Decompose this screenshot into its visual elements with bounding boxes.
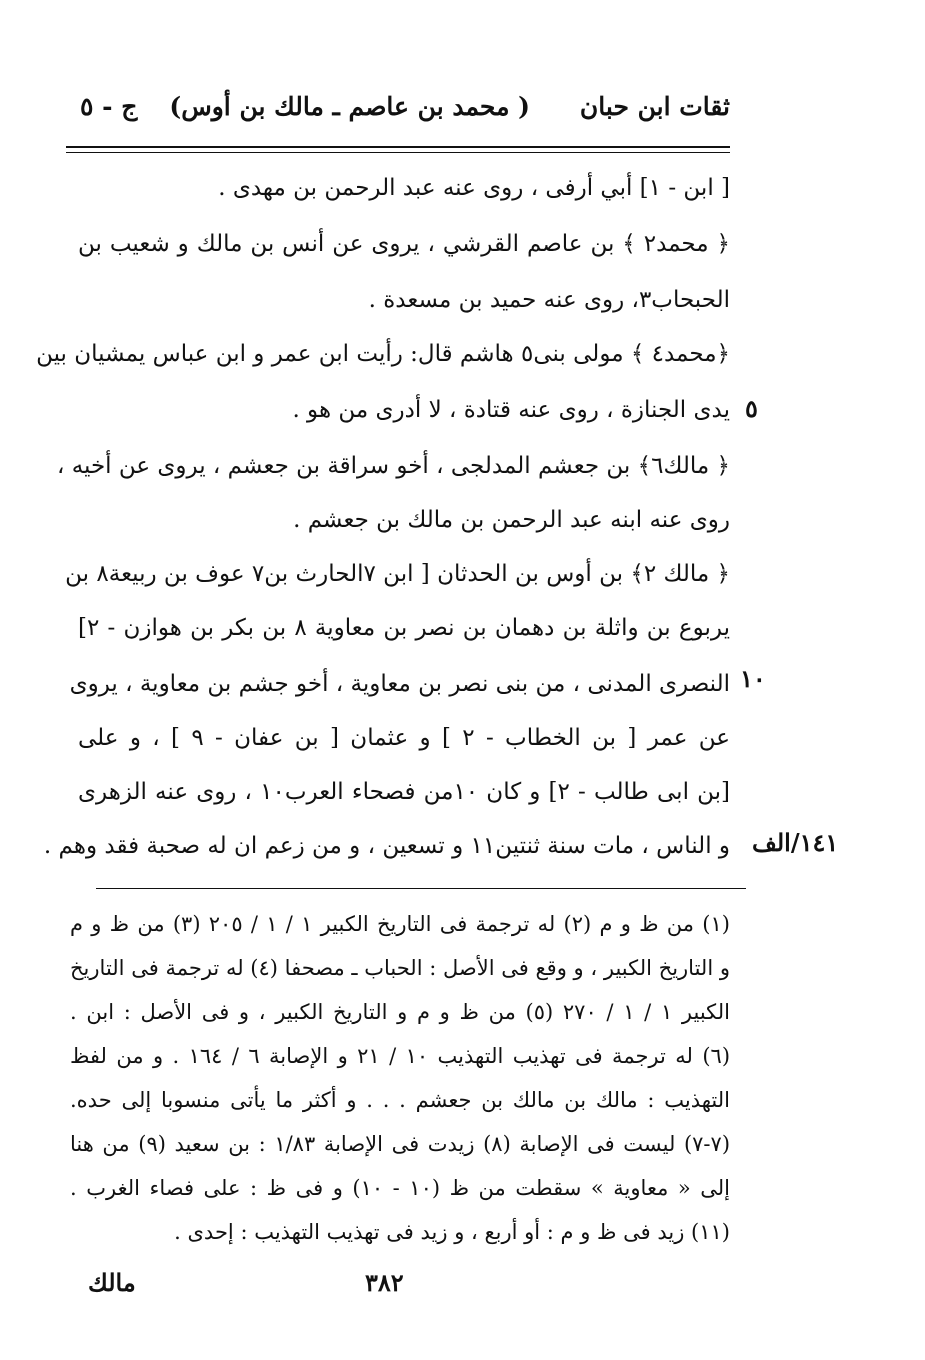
text-line: ﴿ مالك٦﴾ بن جعشم المدلجى ، أخو سراقة بن جعشم ، يروى عن أخيه ، xyxy=(56,453,730,479)
running-header xyxy=(70,92,730,142)
footnote-line: و التاريخ الكبير ، و وقع فى الأصل : الحباب ـ مصحفا (٤) له ترجمة فى التاريخ xyxy=(70,956,730,980)
line-number-5: ٥ xyxy=(745,394,758,423)
book-title: ثقات ابن حبان xyxy=(579,92,730,121)
footnote-line: (٦) له ترجمة فى تهذيب التهذيب ١٠ / ٢١ و الإصابة ٦ / ١٦٤ . و من لفظ xyxy=(70,1044,731,1068)
text-line: يدى الجنازة ، روى عنه قتادة ، لا أدرى من هو . xyxy=(292,397,730,423)
section-title: ( محمد بن عاصم ـ مالك بن أوس) xyxy=(169,92,530,121)
footnote-line: (١١) زيد فى ظ و م : أو أربع ، و زيد فى تهذيب التهذيب : إحدى . xyxy=(174,1220,730,1244)
catchword: مالك xyxy=(88,1268,136,1297)
footnote-line: (١) من ظ و م (٢) له ترجمة فى التاريخ الكبير ١ / ١ / ٢٠٥ (٣) من ظ و م xyxy=(70,912,730,936)
footnote-rule xyxy=(96,888,746,889)
text-line: [بن ابى طالب - ٢] و كان ١٠من فصحاء العرب١٠ ، روى عنه الزهرى xyxy=(78,779,730,805)
footnote-line: التهذيب : مالك بن مالك بن جعشم . . . و أكثر ما يأتى منسوبا إلى حده. xyxy=(70,1088,730,1112)
text-line: النصرى المدنى ، من بنى نصر بن معاوية ، أخو جشم بن معاوية ، يروى xyxy=(69,671,730,697)
header-rule-thin xyxy=(66,152,730,153)
text-line: عن عمر [ بن الخطاب - ٢ ] و عثمان [ بن عفان - ٩ ] ، و على xyxy=(78,725,730,751)
folio-marker: ١٤١/الف xyxy=(752,828,839,857)
footnote-line: الكبير ١ / ١ / ٢٧٠ (٥) من ظ و م و التاريخ الكبير ، و فى الأصل : ابن . xyxy=(70,1000,730,1024)
text-line: الحبحاب٣، روى عنه حميد بن مسعدة . xyxy=(368,287,730,313)
text-line: ﴿ محمد٢ ﴾ بن عاصم القرشي ، يروى عن أنس بن مالك و شعيب بن xyxy=(78,231,731,257)
text-line: ﴿ مالك ٢﴾ بن أوس بن الحدثان [ ابن ٧الحارث بن٧ عوف بن ربيعة٨ بن xyxy=(65,561,730,587)
text-line: يربوع بن واثلة بن دهمان بن نصر بن معاوية ٨ بن بكر بن هوازن - ٢] xyxy=(78,615,730,641)
header-rule-thick xyxy=(66,146,730,148)
volume-number: ج - ٥ xyxy=(80,92,138,121)
text-line: ﴿محمد٤ ﴾ مولى بنى٥ هاشم قال: رأيت ابن عمر و ابن عباس يمشيان بين xyxy=(36,341,730,367)
text-line: [ ابن - ١] أبي أرفى ، روى عنه عبد الرحمن بن مهدى . xyxy=(218,175,730,201)
page-number: ٣٨٢ xyxy=(365,1268,404,1297)
line-number-10: ١٠ xyxy=(740,664,766,693)
footnote-line: إلى « معاوية » سقطت من ظ (١٠ - ١٠) و فى ظ : على فصاء الغرب . xyxy=(70,1176,730,1200)
text-line: روى عنه ابنه عبد الرحمن بن مالك بن جعشم . xyxy=(293,507,730,533)
text-line: و الناس ، مات سنة ثنتين١١ و تسعين ، و من زعم ان له صحبة فقد وهم . xyxy=(43,833,730,859)
footnote-line: (٧-٧) ليست فى الإصابة (٨) زيدت فى الإصابة ١/٨٣ : بن سعيد (٩) من هنا xyxy=(70,1132,731,1156)
